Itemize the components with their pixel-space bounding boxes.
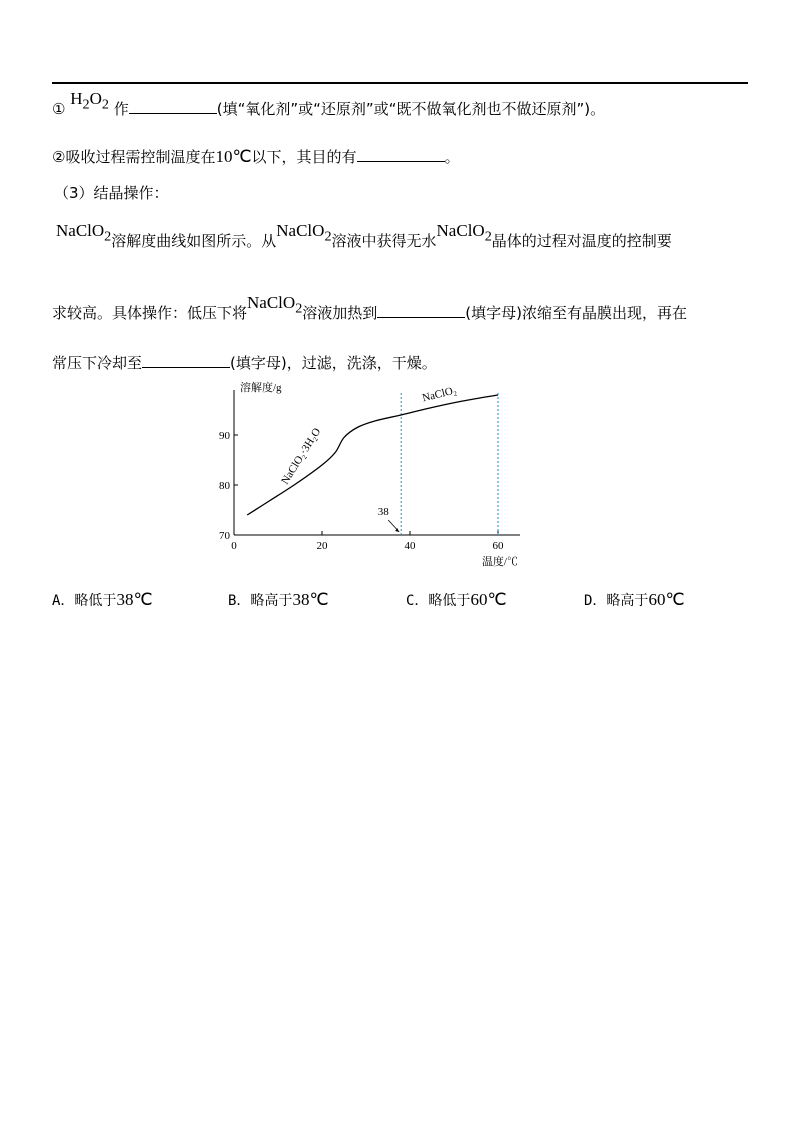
- formula-naclo2: NaClO$_2$: [56, 221, 112, 245]
- answer-blank[interactable]: [357, 147, 445, 162]
- formula-h2o2: $H_2O_2$: [70, 89, 109, 113]
- option-d[interactable]: [584, 590, 685, 610]
- item-marker: ①: [52, 100, 66, 118]
- y-tick-label: 80: [219, 480, 230, 492]
- header-rule: [52, 82, 748, 84]
- option-value: 60℃: [648, 590, 685, 609]
- question-text: 。: [444, 148, 460, 166]
- paragraph-line-1: [56, 221, 672, 255]
- question-2-line: [52, 146, 460, 167]
- paragraph-line-3: [52, 352, 437, 373]
- paragraph-text: (填字母)浓缩至有晶膜出现，再在: [465, 304, 687, 322]
- option-label: D．略高于: [584, 593, 649, 609]
- paragraph-text: 溶解度曲线如图所示。从: [111, 232, 277, 250]
- option-label: A．略低于: [52, 593, 117, 609]
- formula-naclo2: NaClO$_2$: [276, 221, 332, 245]
- answer-blank[interactable]: [142, 353, 230, 368]
- section-heading: （3）结晶操作：: [54, 184, 169, 202]
- option-value: 38℃: [116, 590, 153, 609]
- x-tick-label: 60: [492, 540, 504, 552]
- y-tick-label: 90: [219, 430, 230, 442]
- paragraph-text: 溶液加热到: [302, 304, 378, 322]
- formula-naclo2: NaClO$_2$: [436, 221, 492, 245]
- temperature-value: 10℃: [215, 147, 252, 166]
- paragraph-text: 常压下冷却至: [52, 354, 143, 372]
- x-tick-label: 20: [316, 540, 328, 552]
- trihydrate-curve: [247, 415, 401, 515]
- paragraph-text: 溶液中获得无水: [331, 232, 437, 250]
- question-text: (填“氧化剂”或“还原剂”或“既不做氧化剂也不做还原剂”)。: [216, 100, 606, 118]
- x-tick-label: 40: [404, 540, 416, 552]
- paragraph-line-2: [52, 293, 687, 327]
- question-1-line: [52, 89, 606, 123]
- option-label: B．略高于: [228, 593, 293, 609]
- solubility-chart: [210, 378, 518, 570]
- paragraph-text: 求较高。具体操作：低压下将: [52, 304, 248, 322]
- question-text: 作: [113, 100, 129, 118]
- option-label: C．略低于: [406, 593, 471, 609]
- series-label-anhydrous: NaClO₂: [421, 384, 458, 405]
- formula-naclo2: NaClO$_2$: [247, 293, 303, 317]
- y-axis-label: 溶解度/g: [240, 382, 282, 394]
- option-value: 60℃: [470, 590, 507, 609]
- question-text: 以下，其目的有: [251, 148, 357, 166]
- paragraph-text: (填字母)，过滤，洗涤，干燥。: [230, 354, 437, 372]
- option-b[interactable]: [228, 590, 329, 610]
- y-tick-label: 70: [219, 530, 230, 542]
- series-label-trihydrate: NaClO₂·3H₂O: [279, 426, 324, 487]
- answer-blank[interactable]: [377, 303, 465, 318]
- option-a[interactable]: [52, 590, 153, 610]
- question-text: ②吸收过程需控制温度在: [52, 148, 216, 166]
- x-axis-label: 温度/℃: [481, 556, 518, 568]
- option-c[interactable]: [406, 590, 507, 610]
- paragraph-text: 晶体的过程对温度的控制要: [491, 232, 672, 250]
- answer-blank[interactable]: [129, 99, 217, 114]
- annotation-38: 38: [377, 506, 389, 518]
- x-tick-label: 0: [231, 540, 237, 552]
- option-value: 38℃: [292, 590, 329, 609]
